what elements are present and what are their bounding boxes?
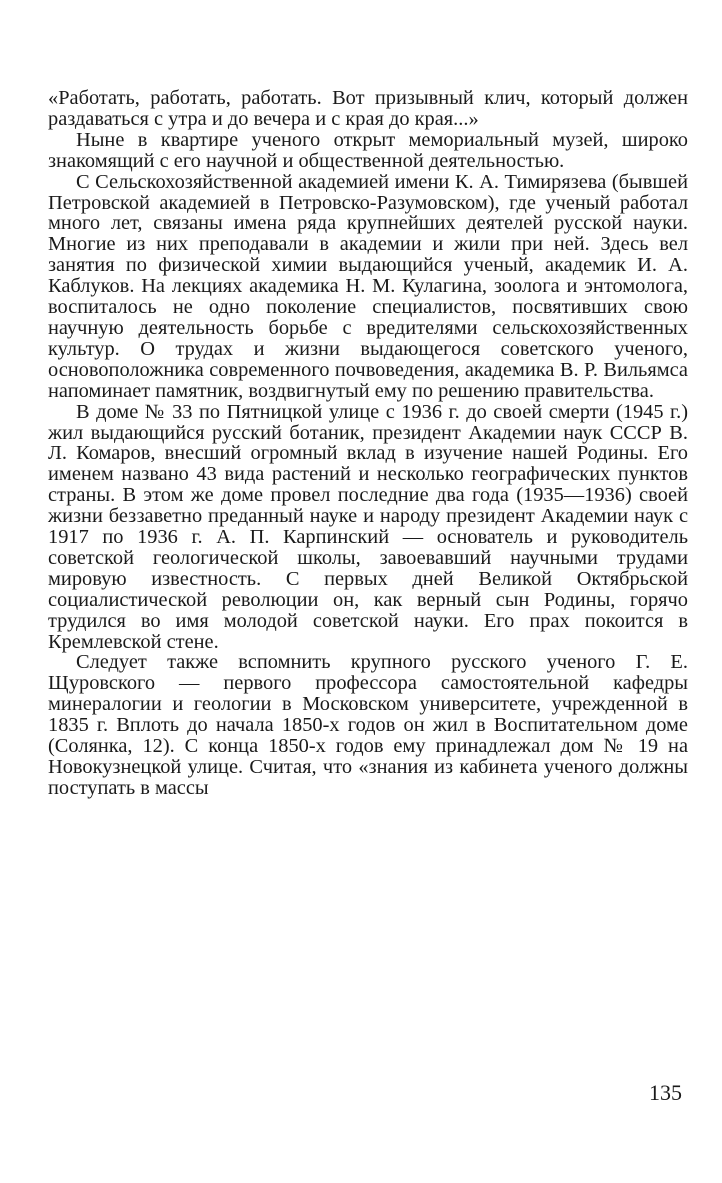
paragraph-academy: С Сельскохозяйственной академией имени К. А. Тимирязева (бывшей Петровской академией в Петровско-Разумовском), где ученый работал много лет, связаны имена ряда крупнейших деятелей русской науки. Многие из них преподавали в академии и жили при ней. Здесь вел занятия по физической химии выдающийся ученый, академик И. А. Каблуков. На лекциях академика Н. М. Кулагина, зоолога и энтомолога, воспиталось не одно поколение специалистов, посвятивших свою научную деятельность борьбе с вредителями сельскохозяйственных культур. О трудах и жизни выдающегося советского ученого, основоположника современного почвоведения, академика В. Р. Вильямса напоминает памятник, воздвигнутый ему по решению правительства. [48,170,688,402]
paragraph-shchurovsky: Следует также вспомнить крупного русского ученого Г. Е. Щуровского — первого профессора самостоятельной кафедры минералогии и геологии в Московском университете, учрежденной в 1835 г. Вплоть до начала 1850-х годов он жил в Воспитательном доме (Солянка, 12). С конца 1850-х годов ему принадлежал дом № 19 на Новокузнецкой улице. Считая, что «знания из кабинета ученого должны поступать в массы [48,651,688,799]
paragraph-quote: «Работать, работать, работать. Вот призывный клич, который должен раздаваться с утра и до вечера и с края до края...» [48,87,688,130]
paragraph-pyatnitskaya: В доме № 33 по Пятницкой улице с 1936 г. до своей смерти (1945 г.) жил выдающийся русский ботаник, президент Академии наук СССР В. Л. Комаров, внесший огромный вклад в изучение нашей Родины. Его именем названо 43 вида растений и несколько географических пунктов страны. В этом же доме провел последние два года (1935—1936) своей жизни беззаветно преданный науке и народу президент Академии наук с 1917 по 1936 г. А. П. Карпинский — основатель и руководитель советской геологической школы, завоевавший научными трудами мировую известность. С первых дней Великой Октябрьской социалистической революции он, как верный сын Родины, горячо трудился во имя молодой советской науки. Его прах покоится в Кремлевской стене. [48,400,688,653]
page-body [48,88,688,799]
paragraph-museum: Ныне в квартире ученого открыт мемориальный музей, широко знакомящий с его научной и общественной деятельностью. [48,128,688,172]
page-number: 135 [649,1080,682,1105]
